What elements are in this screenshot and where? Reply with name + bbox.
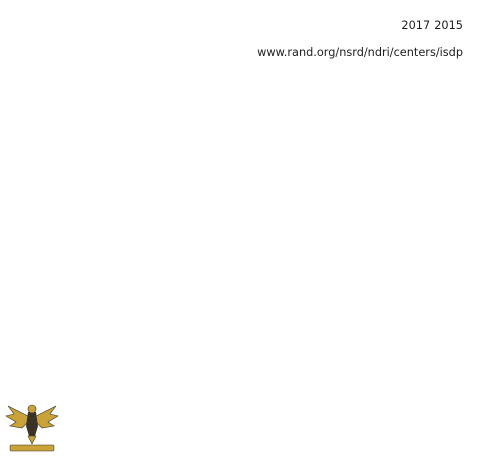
- paragraph-3-year-start: 2015: [434, 19, 463, 32]
- logo-body: [26, 412, 38, 436]
- logo-head: [28, 405, 36, 413]
- paragraph-3: [22, 16, 477, 35]
- logo-tail: [28, 436, 36, 444]
- paragraph-4: [22, 43, 477, 62]
- eagle-emblem-icon: [4, 396, 60, 454]
- logo-banner: [10, 445, 54, 451]
- paragraph-3-year-end: 2017: [401, 19, 431, 32]
- isdp-website-link[interactable]: www.rand.org/nsrd/ndri/centers/isdp: [257, 46, 463, 60]
